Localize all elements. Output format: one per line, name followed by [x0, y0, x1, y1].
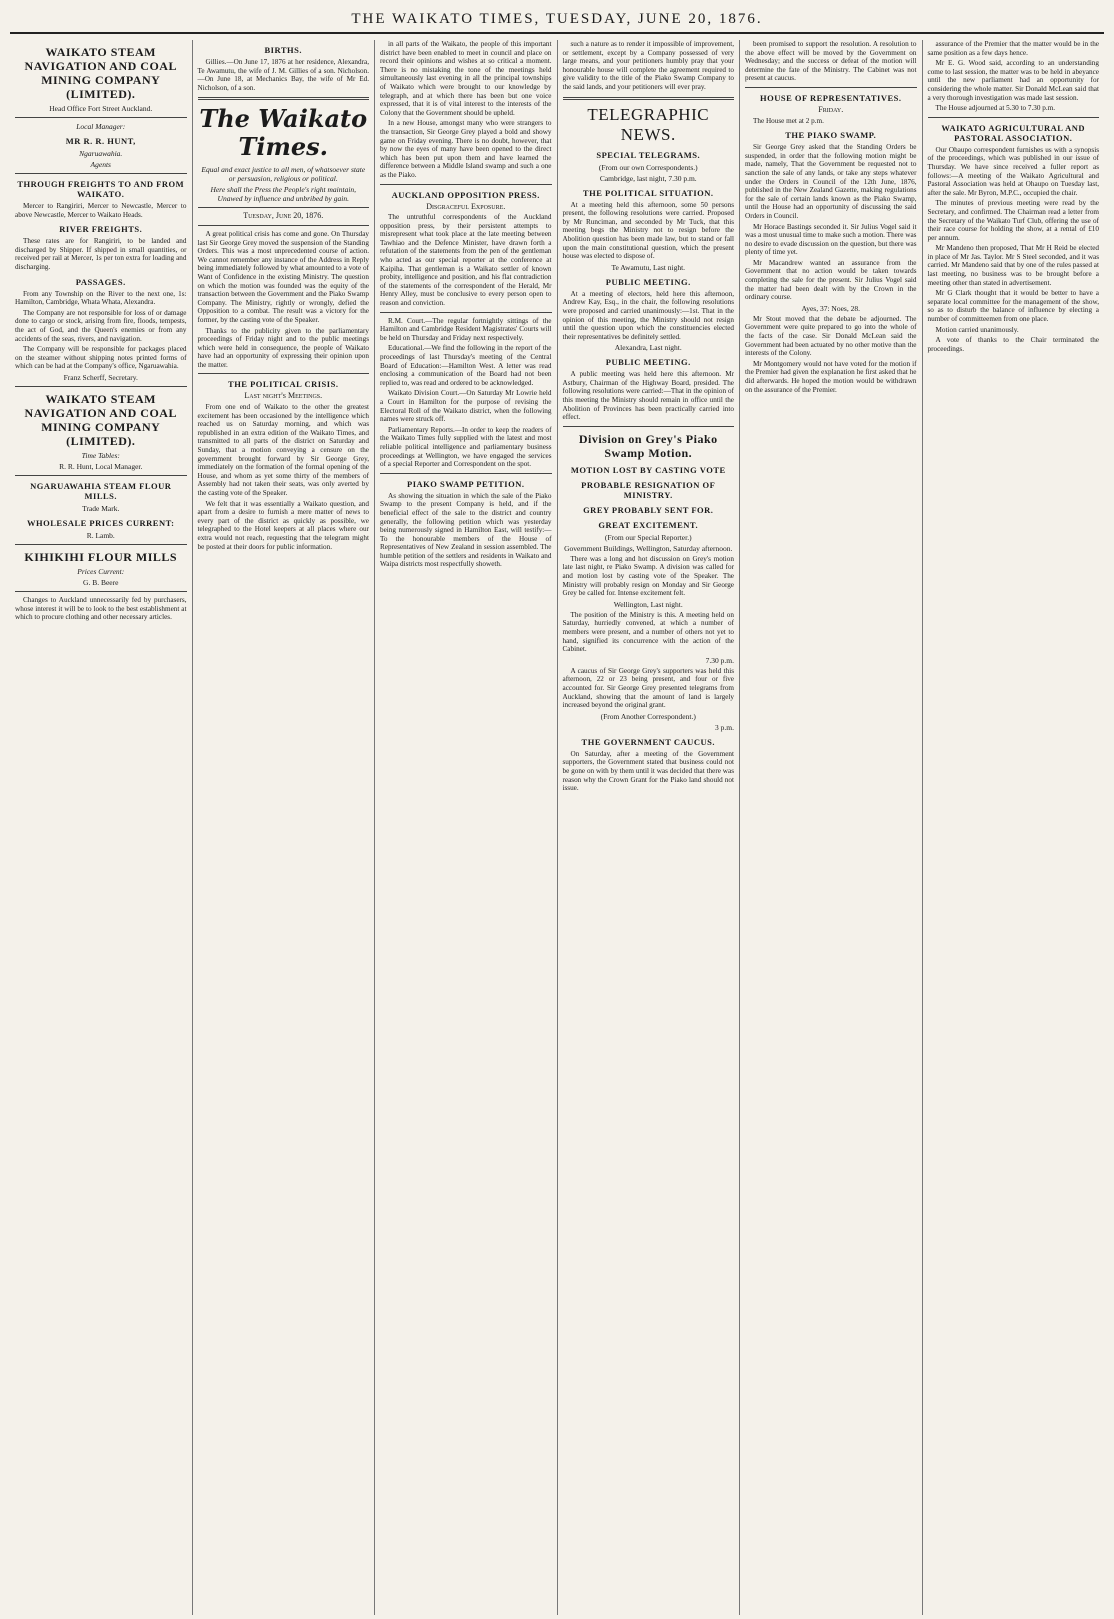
division-text: There was a long and hot discussion on Grey's motion late last night, re Piako Swamp. A division was called for and motion lost by casting vote of the Speaker. The Ministry will probably resign on Monday and Sir George Grey be called for. Intense excitement felt.	[562, 554, 734, 598]
grey-sent-for: GREY PROBABLY SENT FOR.	[583, 504, 714, 515]
caucus-continuation: been promised to support the resolution. A resolution to the above effect will be moved by the Government on Wednesday; and the success or defeat of the motion will determine the fate of the Ministry. The Cabinet was not present at caucus.	[745, 40, 917, 83]
motto: Equal and exact justice to all men, of whatsoever state or persuasion, religious or political.	[201, 165, 366, 184]
agricultural-heading: WAIKATO AGRICULTURAL AND PASTORAL ASSOCIATION.	[941, 122, 1086, 143]
column-2	[192, 40, 375, 1615]
motion-lost: MOTION LOST BY CASTING VOTE	[570, 464, 726, 475]
house-filler-2: Mr Macandrew wanted an assurance from the Government that no action would be taken towards completing the sale for the present. Sir Julius Vogel said the matter had been dealt with by the Crown in the ordinary course.	[745, 258, 917, 302]
house-adjourned: The House adjourned at 5.30 to 7.30 p.m.	[935, 104, 1056, 113]
caucus-text: A caucus of Sir George Grey's supporters was held this afternoon, 22 or 23 being present, and four or five accounted for. Sir George Grey presented telegrams from Auckland, showing that the amount of land is largely increased beyond the original grant.	[562, 666, 734, 710]
agricultural-text: Our Ohaupo correspondent furnishes us with a synopsis of the proceedings, which was published in our issue of Thursday. We have since received a fuller report as follows:—A meeting of the Waikato Agricultural and Pastoral Association was held at Ohaupo on Tuesday last, after the sale. Mr Byron, M.P.C., occupied the chair.	[927, 145, 1099, 197]
passages-heading: PASSAGES.	[75, 276, 126, 287]
agricultural-filler-1: The minutes of previous meeting were read by the Secretary, and confirmed. The Chairman read a letter from the Secretary of the Waikato Turf Club, offering the use of their race course for holding the show, at a rental of £10 per annum.	[927, 199, 1099, 242]
public-meeting-heading-1: PUBLIC MEETING.	[605, 276, 691, 287]
column-4	[557, 40, 740, 1615]
clothing-advert: Changes to Auckland unnecessarily fed by purchasers, whose interest it will be to look to the best establishment at which to procure clothing and other necessary articles.	[15, 595, 187, 622]
births-heading: BIRTHS.	[264, 45, 302, 55]
vote-of-thanks: A vote of thanks to the Chair terminated the proceedings.	[927, 336, 1099, 353]
editorial-continuation: in all parts of the Waikato, the people of this important district have been enabled to meet in council and place on record their opinions and wishes at so critical a moment. There is no mistaking the tone of the meetings held simultaneously last evening in all the principal townships of Waikato which were brought to our knowledge by telegraph, and at which there has been but one voice expressed, that it is of vital interest to the interests of the Colony that the Government should be upheld.	[380, 40, 552, 117]
telegraphic-news-heading: TELEGRAPHIC NEWS.	[587, 104, 710, 144]
wellington-dateline: Wellington, Last night.	[613, 599, 683, 609]
column-6	[922, 40, 1105, 1615]
packages-text: The Company will be responsible for packages placed on the steamer without shipping notes printed forms of which can be had at the Company's office, Ngaruawahia.	[15, 345, 187, 371]
crisis-filler: We felt that it was essentially a Waikato question, and apart from a desire to furnish a mere matter of news to every part of the district as quickly as possible, we telegraphed to the Hotel keepers at all places where our extra would not reach, requesting that the telegram might be posted at their doors for public information.	[197, 499, 369, 551]
births-text: Gillies.—On June 17, 1876 at her residence, Alexandra, Te Awamutu, the wife of J. M. Gillies of a son. Nicholson.—On June 18, at Mechanics Bay, the wife of Mr Ed. Nicholson, of a son.	[197, 58, 369, 92]
house-continuation-2: Mr E. G. Wood said, according to an understanding come to last session, the matter was to be held in abeyance until the new parliament had an opportunity for considering the whole matter. Sir Donald McLean said that a very thorough investigation was made last session.	[927, 59, 1099, 102]
prices-current-label: Prices Current:	[77, 566, 125, 576]
manager-place: Ngaruawahia.	[79, 149, 123, 158]
ministry-position-text: The position of the Ministry is this. A meeting held on Saturday, hurriedly convened, at which a number of members were present, and a number of others not yet to hand, signified its concurrence with the action of the Cabinet.	[562, 610, 734, 654]
petition-text: As showing the situation in which the sale of the Piako Swamp to the present Company is held, and if the beneficial effect of the sale to the district and country generally, the following petition which was yesterday being numerously signed in Hamilton East, will testify:—To the honourable members of the House of Representatives of New Zealand in session assembled. The humble petition of the settlers and residents in Waikato and Waipa districts most respectfully showeth.	[380, 491, 552, 569]
piako-swamp-heading: THE PIAKO SWAMP.	[785, 130, 877, 141]
freight-terms: These rates are for Rangiriri, to be landed and discharged by Shipper. If shipped in small quantities, or received per rail at Mercer, 1s per ton extra for loading and discharging.	[15, 237, 187, 271]
trade-mark: Trade Mark.	[82, 503, 120, 513]
friday-label: Friday.	[818, 104, 844, 114]
house-filler-3: Mr Stout moved that the debate be adjourned. The Government were quite prepared to go into the whole of the facts of the case. Sir Donald McLean said the Government had been actuated by no other motive than the interests of the Colony.	[745, 314, 917, 358]
crisis-text: From one end of Waikato to the other the greatest excitement has been occasioned by the intelligence which reached us on Saturday morning, and which was republished in an extra edition of the Waikato Times, and transmitted to all parts of the district on Saturday and Sunday, that a motion conveying a censure on the government brought forward by Sir George Grey, immediately on the formation of the formal opening of the House, and whom as yet some thirty of the members of Assembly had not taken their seats, was only averted by the casting vote of the Speaker.	[197, 403, 369, 497]
columns	[10, 40, 1104, 1615]
govt-buildings-dateline: Government Buildings, Wellington, Saturday afternoon.	[564, 543, 733, 553]
beere-signature: G. B. Beere	[83, 577, 119, 587]
flour-mills-heading: NGARUAWAHIA STEAM FLOUR MILLS.	[30, 480, 172, 501]
te-awamutu-dateline: Te Awamutu, Last night.	[611, 262, 686, 272]
govt-caucus-heading: THE GOVERNMENT CAUCUS.	[581, 736, 715, 747]
own-correspondents: (From our own Correspondents.)	[598, 162, 698, 172]
court-notes: R.M. Court.—The regular fortnightly sittings of the Hamilton and Cambridge Resident Magistrates' Courts will be held on Thursday and Friday next respectively.	[380, 316, 552, 342]
division-heading: Division on Grey's Piako Swamp Motion.	[578, 431, 718, 460]
hunt-signature: R. R. Hunt, Local Manager.	[59, 461, 143, 471]
time-stamp-1: 7.30 p.m.	[705, 655, 734, 665]
great-excitement: GREAT EXCITEMENT.	[598, 519, 699, 530]
editorial-text: A great political crisis has come and gone. On Thursday last Sir George Grey moved the suspension of the Standing Orders. This was a most unprecedented course of action. We cannot remember any instance of the Address in Reply being immediately followed by what amounted to a vote of Want of Confidence in the existing Ministry. The question on which the motion was founded was the equity of the transaction between the Government and the Piako Swamp Company. The Ministry, rightly or wrongly, defied the Opposition to a combat. The result was a victory for the former, by the casting vote of the Speaker.	[197, 229, 369, 324]
head-office: Head Office Fort Street Auckland.	[49, 104, 153, 113]
house-filler-1: Mr Horace Bastings seconded it. Sir Julius Vogel said it was a most unusual time to make such a motion. There was no desire to evade discussion on the question, but there was plenty of time yet.	[745, 222, 917, 257]
second-company-heading: WAIKATO STEAM NAVIGATION AND COAL MINING COMPANY (LIMITED).	[24, 391, 177, 448]
editorial-continuation-2: In a new House, amongst many who were strangers to the transaction, Sir George Grey played a bold and showy game on Friday evening. There is no doubt, however, that by now the eyes of many have been opened to the direct which has been put upon them and have learned the difference between a Middle Island swamp and such a one as the Piako.	[380, 119, 552, 179]
passages-text: From any Township on the River to the next one, 1s: Hamilton, Cambridge, Whata Whata, Alexandra.	[15, 289, 187, 307]
wholesale-prices-heading: WHOLESALE PRICES CURRENT:	[27, 517, 175, 528]
house-continuation: assurance of the Premier that the matter would be in the same position as a few days hence.	[927, 40, 1099, 57]
house-filler-4: Mr Montgomery would not have voted for the motion if the Premier had given the explanation he first asked that he did afterwards. He hoped the motion would be withdrawn on the assurance of the Premier.	[745, 359, 917, 394]
cambridge-text: At a meeting held this afternoon, some 50 persons present, the following resolutions were carried. Proposed by Mr Runciman, and seconded by Mr Tuck, that this meeting begs the Ministry not to resign before the Abolition question has been made law, but to stand or fall upon the main constitutional question, which the present house was elected to dispose of.	[562, 200, 734, 261]
column-3	[374, 40, 557, 1615]
from-another: (From Another Correspondent.)	[600, 711, 696, 721]
agricultural-filler-3: Mr G Clark thought that it would be better to have a separate local committee for the management of the show, so as to disturb the balance of influence by electing a number of committeemen from one place.	[927, 289, 1099, 324]
liability-text: The Company are not responsible for loss of or damage done to cargo or stock, arising from fire, floods, tempests, the act of God, and the Queen's enemies or from any accidents of the seas, rivers, and navigation.	[15, 308, 187, 343]
column-1	[10, 40, 192, 1615]
cambridge-dateline: Cambridge, last night, 7.30 p.m.	[599, 173, 697, 183]
govt-caucus-text: On Saturday, after a meeting of the Government supporters, the Government stated that business could not be gone on with by them until it was decided that there was reason why the Crown Grant for the Piako land should not issue.	[562, 749, 734, 793]
educational-note: Educational.—We find the following in the report of the proceedings of last Thursday's meeting of the Central Board of Education:—Hamilton West. A letter was read enclosing a communication of the Board had not been replied to, was read and ordered to be acknowledged.	[380, 344, 552, 387]
political-crisis-heading: THE POLITICAL CRISIS.	[228, 379, 339, 390]
company-heading: WAIKATO STEAM NAVIGATION AND COAL MINING COMPANY (LIMITED).	[24, 45, 177, 101]
agricultural-filler-2: Mr Mandeno then proposed, That Mr H Reid be elected in place of Mr Jas. Taylor. Mr S Steel seconded, and it was carried. Mr Mandeno said that by one of the rules passed at last meeting, no business was to be brought before a meeting other than stated in advertisement.	[927, 244, 1099, 287]
manager-name: MR R. R. HUNT,	[65, 136, 136, 146]
motto-verse: Here shall the Press the People's right maintain, Unawed by influence and unbribed by gain.	[210, 185, 357, 204]
alexandra-text: A public meeting was held here this afternoon. Mr Astbury, Chairman of the Highway Board, presided. The following resolutions were carried:—That in the opinion of this meeting the Ministry should remain in office until the Abolition of Provinces has been practically carried into effect.	[562, 370, 734, 422]
political-situation-heading: THE POLITICAL SITUATION.	[582, 187, 714, 198]
time-tables-label: Time Tables:	[81, 450, 120, 460]
probable-resignation: PROBABLE RESIGNATION OF MINISTRY.	[581, 479, 716, 500]
lamb-signature: R. Lamb.	[86, 530, 115, 540]
special-telegrams-heading: SPECIAL TELEGRAMS.	[596, 149, 701, 160]
river-freights-heading: RIVER FREIGHTS.	[59, 224, 143, 235]
kihikihi-mills-heading: KIHIKIHI FLOUR MILLS	[24, 549, 178, 564]
piako-petition-heading: PIAKO SWAMP PETITION.	[407, 478, 525, 489]
time-stamp-2: 3 p.m.	[715, 722, 734, 732]
house-heading: HOUSE OF REPRESENTATIVES.	[759, 92, 902, 103]
through-freights-heading: THROUGH FREIGHTS TO AND FROM WAIKATO.	[17, 179, 185, 199]
parliamentary-reports-note: Parliamentary Reports.—In order to keep the readers of the Waikato Times fully supplied with the latest and most reliable political intelligence and parliamentary business proceedings at Wellington, we have engaged the services of a special Reporter and Correspondent on the spot.	[380, 425, 552, 469]
opposition-press-heading: AUCKLAND OPPOSITION PRESS.	[391, 189, 540, 200]
special-reporter: (From our Special Reporter.)	[604, 532, 692, 542]
paper-title: The Waikato Times.	[199, 104, 368, 162]
editorial-filler-1: Thanks to the publicity given to the parliamentary proceedings of Friday night and to the public meetings which were held in consequence, the people of Waikato have had an opportunity of expressing their opinion upon the matter.	[197, 326, 369, 369]
alexandra-dateline: Alexandra, Last night.	[614, 343, 682, 353]
date-line: Tuesday, June 20, 1876.	[243, 211, 324, 221]
motion-carried: Motion carried unanimously.	[935, 325, 1019, 334]
column-5	[739, 40, 922, 1615]
manager-label: Local Manager:	[76, 122, 126, 131]
running-head: THE WAIKATO TIMES, TUESDAY, JUNE 20, 1876.	[10, 6, 1104, 34]
freight-text: Mercer to Rangiriri, Mercer to Newcastle, Mercer to above Newcastle, Mercer to Waikato Heads.	[15, 202, 187, 219]
agents-label: Agents	[90, 160, 111, 169]
opposition-text: The untruthful correspondents of the Auckland opposition press, by their persistent attempts to misrepresent what took place at the late meeting between Tawhiao and the Defence Minister, have drawn forth a refutation of the statements from the pen of the gentleman who acted as our special reporter at the conference at Kaipiha. That gentleman is a Waikato settler of known probity, intelligence and position, and his flat contradiction of the statements of the correspondent of the Herald, Mr Henry Alley, must be conclusive to every person open to reason and conviction.	[380, 213, 552, 308]
petition-conclusion: such a nature as to render it impossible of improvement, or settlement, except by a Company possessed of very large means, and your petitioners humbly pray that your honourable house will complete the agreement required to give validity to the title of the Piako Swamp Company to the said lands, and your petitioners will ever pray.	[562, 40, 734, 91]
house-text: Sir George Grey asked that the Standing Orders be suspended, in order that the following motion might be made, namely, That the Government be requested not to sanction the sale of any lands, or take any steps whatever under the Orders in Council of the 12th June, 1876, published in the New Zealand Gazette, making regulations for the sale of certain lands known as the Piako Swamp, until the House had an opportunity of discussing the said Orders in Council.	[745, 143, 917, 220]
division-court-note: Waikato Division Court.—On Saturday Mr Lowrie held a Court in Hamilton for the purpose of revising the Electoral Roll of the Waikato district, when the following names were struck off.	[380, 389, 552, 424]
secretary-signature: Franz Scherff, Secretary.	[63, 372, 138, 382]
te-awamutu-text: At a meeting of electors, held here this afternoon, Andrew Kay, Esq., in the chair, the following resolutions were proposed and carried unanimously:—1st. That in the opinion of this meeting, the Ministry should not resign until the question upon which the constituencies elected their representatives be definitely settled.	[562, 289, 734, 341]
disgraceful-exposure: Disgraceful Exposure.	[426, 201, 506, 211]
last-nights-meetings: Last night's Meetings.	[244, 391, 323, 401]
public-meeting-heading-2: PUBLIC MEETING.	[605, 357, 691, 368]
ayes-noes: Ayes, 37: Noes, 28.	[801, 303, 860, 313]
house-met: The House met at 2 p.m.	[753, 116, 824, 125]
